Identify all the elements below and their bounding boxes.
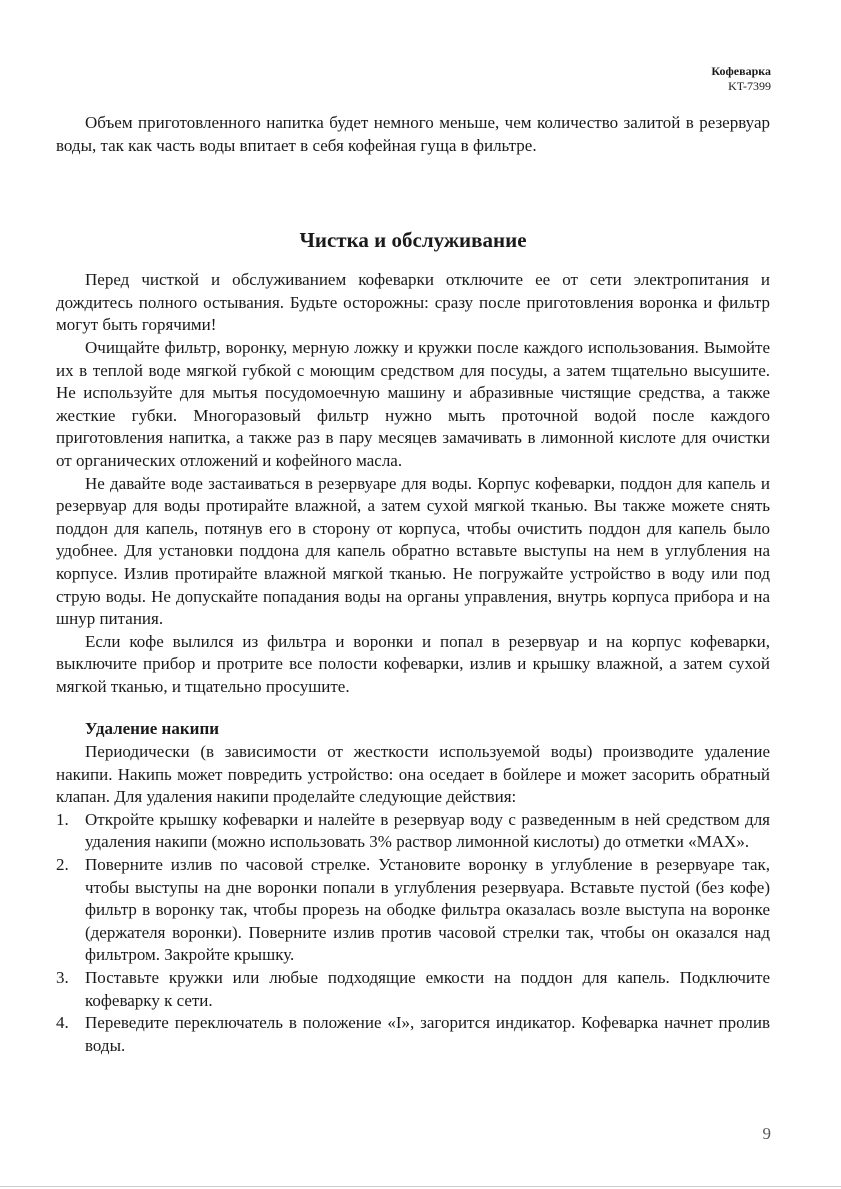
page-header xyxy=(711,64,771,94)
step-number: 1. xyxy=(56,809,69,829)
page-number: 9 xyxy=(762,1124,771,1143)
descaling-intro: Периодически (в зависимости от жесткости используемой воды) производите удаление накипи. Накипь может повредить устройство: она оседает в бойлере и может засорить обратный клапан. Для удаления накипи проделайте следующие действия: xyxy=(56,742,770,807)
cleaning-paragraph-2: Очищайте фильтр, воронку, мерную ложку и кружки после каждого использования. Вымойте их в теплой воде мягкой губкой с моющим средством для посуды, а затем тщательно высушите. Не используйте для мытья посудомоечную машину и абразивные чистящие средства, а также жесткие губки. Многоразовый фильтр нужно мыть проточной водой после каждого приготовления напитка, а также раз в пару месяцев замачивать в лимонной кислоте для очистки от органических отложений и кофейного масла. xyxy=(56,337,770,470)
descaling-steps-list xyxy=(56,809,770,1058)
cleaning-paragraph-4: Если кофе вылился из фильтра и воронки и попал в резервуар и на корпус кофеварки, выключите прибор и протрите все полости кофеварки, излив и крышку влажной, а затем сухой мягкой тканью, и тщательно просушите. xyxy=(56,631,770,696)
step-number: 4. xyxy=(56,1013,69,1033)
header-brand: Кофеварка xyxy=(711,64,771,78)
step-text: Переведите переключатель в положение «I», загорится индикатор. Кофеварка начнет пролив воды. xyxy=(85,1013,770,1055)
section-title: Чистка и обслуживание xyxy=(299,228,527,253)
list-item xyxy=(56,854,770,967)
list-item xyxy=(56,1012,770,1057)
step-text: Откройте крышку кофеварки и налейте в резервуар воду с разведенным в ней средством для удаления накипи (можно использовать 3% раствор лимонной кислоты) до отметки «MAX». xyxy=(85,809,770,852)
list-item xyxy=(56,809,770,854)
page-content xyxy=(56,112,770,1057)
step-number: 3. xyxy=(56,968,69,987)
step-text: Поставьте кружки или любые подходящие емкости на поддон для капель. Подключите кофеварку к сети. xyxy=(85,968,770,1010)
bottom-divider xyxy=(0,1186,841,1187)
cleaning-paragraph-1: Перед чисткой и обслуживанием кофеварки отключите ее от сети электропитания и дождитесь полного остывания. Будьте осторожны: сразу после приготовления воронка и фильтр могут быть горячими! xyxy=(56,270,770,335)
step-number: 2. xyxy=(56,855,69,875)
cleaning-paragraph-3: Не давайте воде застаиваться в резервуаре для воды. Корпус кофеварки, поддон для капель и резервуар для воды протирайте влажной, а затем сухой мягкой тканью. Вы также можете снять поддон для капель, потянув его в сторону от корпуса, чтобы очистить поддон для капель было удобнее. Для установки поддона для капель обратно вставьте выступы на нем в углубления на корпусе. Излив протирайте влажной мягкой тканью. Не погружайте устройство в воду или под струю воды. Не допускайте попадания воды на органы управления, внутрь корпуса прибора и на шнур питания. xyxy=(56,473,770,629)
step-text: Поверните излив по часовой стрелке. Установите воронку в углубление в резервуаре так, чтобы выступы на дне воронки попали в углубления резервуара. Вставьте пустой (без кофе) фильтр в воронку так, чтобы прорезь на ободке фильтра оказалась возле выступа на воронке (держателя воронки). Поверните излив против часовой стрелки так, чтобы он оказался над фильтром. Закройте крышку. xyxy=(85,855,770,965)
intro-paragraph: Объем приготовленного напитка будет немного меньше, чем количество залитой в резервуар воды, так как часть воды впитает в себя кофейная гуща в фильтре. xyxy=(56,113,770,155)
descaling-title: Удаление накипи xyxy=(85,719,220,739)
list-item xyxy=(56,967,770,1012)
header-model: KT-7399 xyxy=(728,79,771,93)
